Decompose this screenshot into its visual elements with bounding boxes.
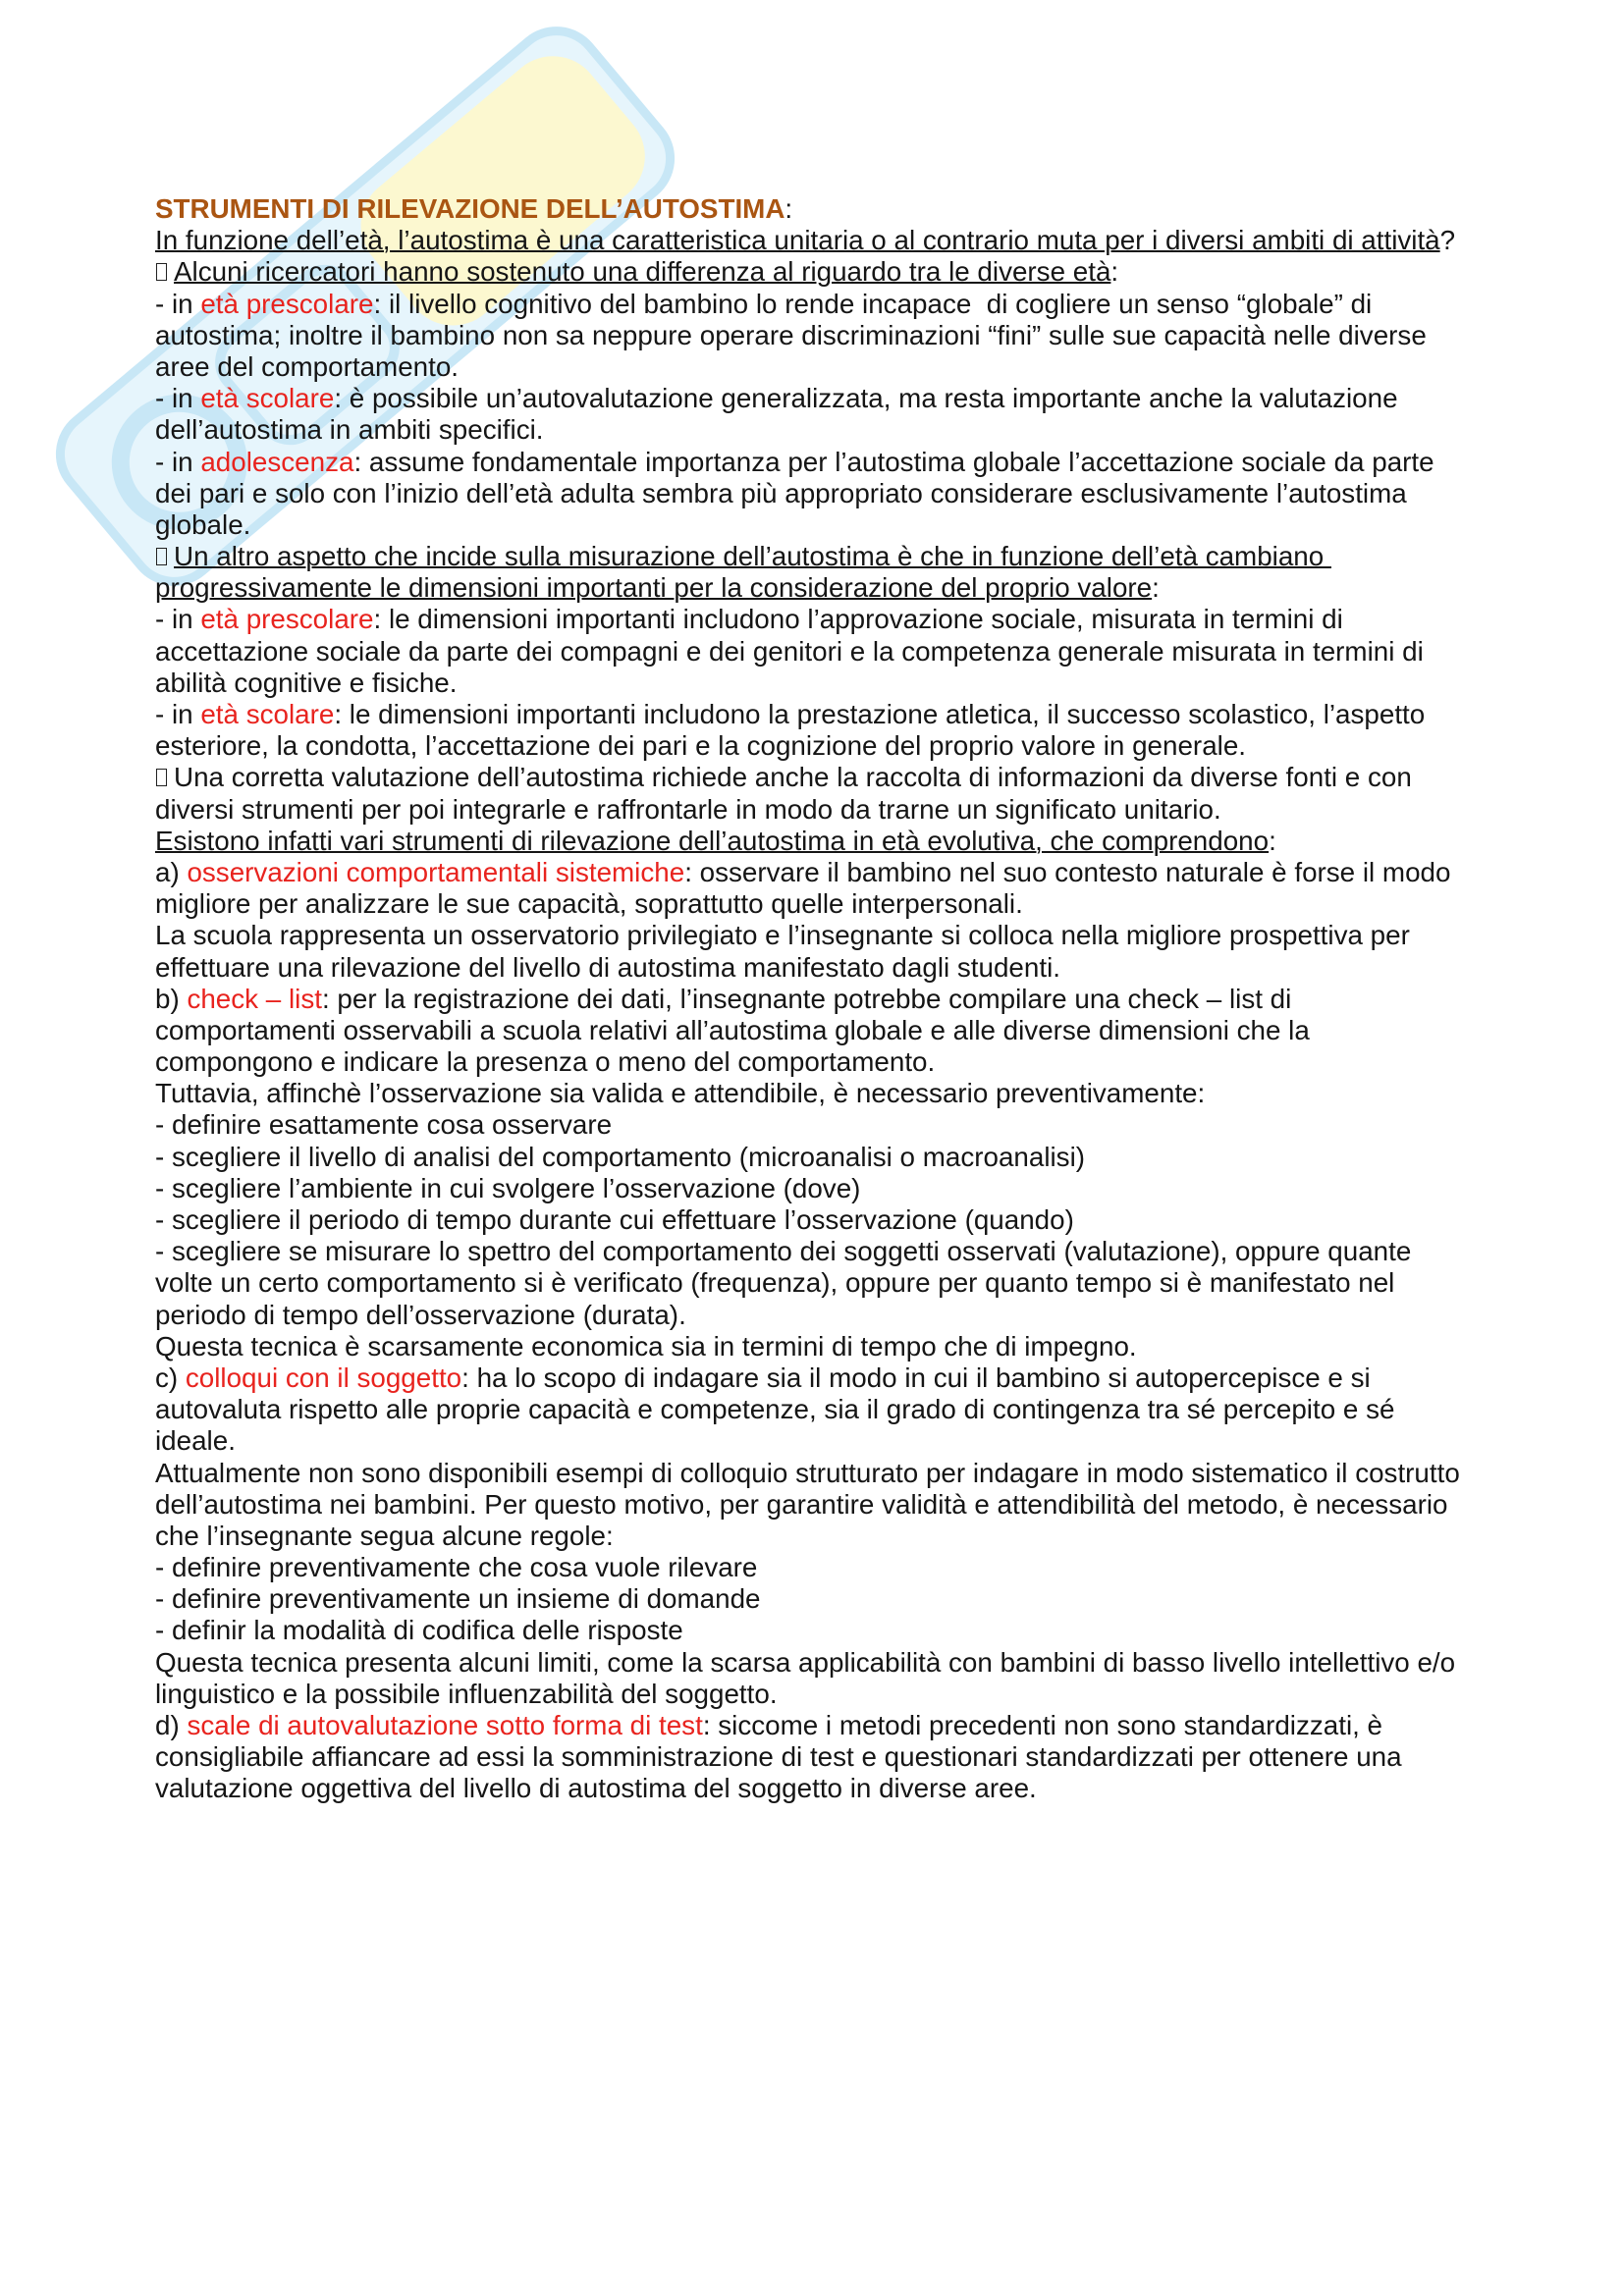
text-line: [155, 1521, 1469, 1552]
text-line: [155, 541, 1469, 572]
bullet-box-icon: [156, 769, 167, 786]
text-line: [155, 1236, 1469, 1267]
text-run: : le dimensioni importanti includono l’approvazione sociale, misurata in termini di: [373, 604, 1343, 635]
paragraph: [155, 1458, 1469, 1553]
underlined-text: Un altro aspetto che incide sulla misurazione dell’autostima è che in funzione dell’età cambiano: [174, 541, 1331, 572]
text-line: [155, 1142, 1469, 1173]
text-run: ideale.: [155, 1425, 236, 1457]
text-run: periodo di tempo dell’osservazione (durata).: [155, 1299, 686, 1330]
paragraph: [155, 857, 1469, 920]
text-run: - in: [155, 288, 201, 319]
text-line: [155, 1267, 1469, 1299]
text-run: - definir la modalità di codifica delle risposte: [155, 1615, 683, 1646]
text-line: [155, 351, 1469, 383]
text-run: Questa tecnica è scarsamente economica sia in termini di tempo che di impegno.: [155, 1330, 1137, 1362]
text-line: [155, 604, 1469, 635]
text-line: [155, 1489, 1469, 1521]
text-line: [155, 1204, 1469, 1236]
text-run: linguistico e la possibile influenzabilità del soggetto.: [155, 1678, 778, 1709]
text-line: [155, 1300, 1469, 1331]
text-run: comportamenti osservabili a scuola relativi all’autostima globale e alle diverse dimensioni che la: [155, 1014, 1310, 1045]
paragraph: [155, 1109, 1469, 1141]
text-line: [155, 1331, 1469, 1362]
paragraph: [155, 1552, 1469, 1583]
text-run: b): [155, 983, 188, 1014]
text-line: [155, 509, 1469, 541]
paragraph: [155, 447, 1469, 542]
highlighted-term: età scolare: [200, 699, 335, 729]
text-run: autostima; inoltre il bambino non sa neppure operare discriminazioni “fini” sulle sue capacità nelle diverse: [155, 319, 1427, 350]
text-line: [155, 636, 1469, 667]
text-run: :: [784, 193, 793, 224]
text-run: d): [155, 1710, 188, 1740]
text-line: [155, 1425, 1469, 1457]
text-line: [155, 888, 1469, 920]
paragraph: [155, 1204, 1469, 1236]
highlighted-term: età prescolare: [200, 288, 374, 319]
text-run: volte un certo comportamento si è verificato (frequenza), oppure per quanto tempo si è manifestato nel: [155, 1267, 1395, 1299]
paragraph: [155, 920, 1469, 983]
text-run: compongono e indicare la presenza o meno del comportamento.: [155, 1046, 936, 1078]
text-line: [155, 730, 1469, 762]
text-run: aree del comportamento.: [155, 350, 460, 382]
paragraph: [155, 984, 1469, 1079]
text-run: - scegliere il periodo di tempo durante cui effettuare l’osservazione (quando): [155, 1204, 1074, 1235]
text-run: - in: [155, 446, 201, 477]
paragraph: [155, 826, 1469, 857]
text-line: [155, 699, 1469, 730]
text-line: [155, 1679, 1469, 1710]
text-run: : ha lo scopo di indagare sia il modo in cui il bambino si autopercepisce e si: [461, 1362, 1371, 1393]
text-run: globale.: [155, 508, 251, 540]
text-run: - in: [155, 699, 201, 729]
text-run: a): [155, 856, 188, 887]
text-line: [155, 667, 1469, 699]
bullet-paragraph: [155, 256, 1469, 288]
underlined-text: progressivamente le dimensioni importanti per la considerazione del proprio valore: [155, 572, 1153, 604]
text-run: - definire esattamente cosa osservare: [155, 1109, 613, 1141]
underlined-text: Esistono infatti vari strumenti di rilevazione dell’autostima in età evolutiva, che comprendono: [155, 825, 1270, 856]
text-run: abilità cognitive e fisiche.: [155, 667, 458, 698]
text-line: [155, 1773, 1469, 1804]
text-line: [155, 414, 1469, 446]
text-run: diversi strumenti per poi integrarle e raffrontarle in modo da trarne un significato unitario.: [155, 793, 1221, 825]
text-run: : per la registrazione dei dati, l’insegnante potrebbe compilare una check – list di: [321, 983, 1292, 1014]
highlighted-term: adolescenza: [200, 446, 354, 477]
text-run: : siccome i metodi precedenti non sono standardizzati, è: [702, 1710, 1383, 1740]
text-line: [155, 1615, 1469, 1646]
bullet-box-icon: [156, 548, 167, 565]
highlighted-term: colloqui con il soggetto: [185, 1362, 462, 1393]
highlighted-term: check – list: [187, 983, 322, 1014]
text-run: - scegliere se misurare lo spettro del comportamento dei soggetti osservati (valutazione), oppure quante: [155, 1236, 1412, 1267]
paragraph: [155, 1078, 1469, 1109]
text-run: c): [155, 1362, 186, 1393]
text-line: [155, 984, 1469, 1015]
text-run: : il livello cognitivo del bambino lo rende incapace di cogliere un senso “globale” di: [373, 288, 1373, 319]
text-run: :: [1152, 572, 1160, 604]
text-run: - in: [155, 604, 201, 635]
text-run: consigliabile affiancare ad essi la somministrazione di test e questionari standardizzati per ottenere una: [155, 1741, 1402, 1773]
text-run: che l’insegnante segua alcune regole:: [155, 1520, 614, 1551]
text-run: :: [1110, 256, 1119, 288]
text-line: [155, 572, 1469, 604]
text-run: esteriore, la condotta, l’accettazione dei pari e la cognizione del proprio valore in generale.: [155, 730, 1247, 762]
text-line: [155, 1710, 1469, 1741]
text-line: [155, 1552, 1469, 1583]
text-line: [155, 1015, 1469, 1046]
text-run: - scegliere l’ambiente in cui svolgere l’osservazione (dove): [155, 1172, 861, 1203]
text-line: [155, 1078, 1469, 1109]
text-line: [155, 1647, 1469, 1679]
underlined-text: In funzione dell’età, l’autostima è una caratteristica unitaria o al contrario muta per i diversi ambiti di attività: [155, 225, 1440, 256]
paragraph: [155, 699, 1469, 762]
text-run: : osservare il bambino nel suo contesto naturale è forse il modo: [684, 856, 1451, 887]
paragraph: [155, 383, 1469, 446]
highlighted-term: osservazioni comportamentali sistemiche: [187, 856, 685, 887]
text-run: accettazione sociale da parte dei compagni e dei genitori e la competenza generale misurata in termini di: [155, 635, 1424, 667]
text-line: [155, 1362, 1469, 1394]
text-line: [155, 826, 1469, 857]
text-run: :: [1269, 825, 1276, 856]
text-line: [155, 1173, 1469, 1204]
text-run: : le dimensioni importanti includono la prestazione atletica, il successo scolastico, l’aspetto: [334, 699, 1426, 729]
text-run: - scegliere il livello di analisi del comportamento (microanalisi o macroanalisi): [155, 1141, 1086, 1172]
paragraph: [155, 1710, 1469, 1805]
paragraph: [155, 1615, 1469, 1646]
text-run: Tuttavia, affinchè l’osservazione sia valida e attendibile, è necessario preventivamente:: [155, 1078, 1206, 1109]
text-line: [155, 1109, 1469, 1141]
document-title: [155, 193, 1469, 225]
bullet-box-icon: [156, 263, 167, 281]
text-line: [155, 383, 1469, 414]
paragraph: [155, 225, 1469, 256]
text-line: [155, 920, 1469, 951]
text-line: [155, 762, 1469, 793]
text-line: [155, 447, 1469, 478]
text-line: [155, 289, 1469, 320]
text-run: Una corretta valutazione dell’autostima richiede anche la raccolta di informazioni da diverse fonti e con: [174, 762, 1412, 793]
text-run: - in: [155, 383, 201, 414]
text-line: [155, 1394, 1469, 1425]
text-line: [155, 320, 1469, 351]
text-run: dell’autostima in ambiti specifici.: [155, 414, 544, 446]
text-line: [155, 1741, 1469, 1773]
text-line: [155, 1046, 1469, 1078]
paragraph: [155, 1236, 1469, 1331]
text-run: effettuare una rilevazione del livello di autostima manifestato dagli studenti.: [155, 951, 1060, 983]
text-line: [155, 225, 1469, 256]
text-run: dell’autostima nei bambini. Per questo motivo, per garantire validità e attendibilità del metodo, è necessario: [155, 1488, 1448, 1520]
text-line: [155, 478, 1469, 509]
text-line: [155, 794, 1469, 826]
text-run: migliore per analizzare le sue capacità, soprattutto quelle interpersonali.: [155, 888, 1023, 920]
text-line: [155, 952, 1469, 984]
text-line: [155, 1583, 1469, 1615]
paragraph: [155, 1331, 1469, 1362]
text-line: [155, 193, 1469, 225]
text-run: : assume fondamentale importanza per l’autostima globale l’accettazione sociale da parte: [353, 446, 1434, 477]
paragraph: [155, 1142, 1469, 1173]
text-run: - definire preventivamente che cosa vuole rilevare: [155, 1552, 758, 1583]
highlighted-term: età scolare: [200, 383, 335, 414]
text-line: [155, 1458, 1469, 1489]
text-run: Attualmente non sono disponibili esempi di colloquio strutturato per indagare in modo sistematico il costrutto: [155, 1457, 1460, 1488]
title-text: STRUMENTI DI RILEVAZIONE DELL’AUTOSTIMA: [155, 193, 785, 224]
highlighted-term: scale di autovalutazione sotto forma di test: [187, 1710, 703, 1740]
document-body: [155, 193, 1469, 1805]
text-run: - definire preventivamente un insieme di domande: [155, 1583, 761, 1615]
highlighted-term: età prescolare: [200, 604, 374, 635]
text-run: Questa tecnica presenta alcuni limiti, come la scarsa applicabilità con bambini di basso livello intellettivo e/o: [155, 1646, 1456, 1678]
bullet-paragraph: [155, 762, 1469, 825]
bullet-paragraph: [155, 541, 1469, 604]
text-run: autovaluta rispetto alle proprie capacità e competenze, sia il grado di contingenza tra sé percepito e sé: [155, 1394, 1395, 1425]
underlined-text: Alcuni ricercatori hanno sostenuto una differenza al riguardo tra le diverse età: [174, 256, 1111, 288]
paragraph: [155, 1362, 1469, 1458]
text-run: ?: [1439, 225, 1456, 256]
text-run: La scuola rappresenta un osservatorio privilegiato e l’insegnante si colloca nella migliore prospettiva per: [155, 920, 1410, 951]
text-line: [155, 256, 1469, 288]
text-run: dei pari e solo con l’inizio dell’età adulta sembra più appropriato considerare esclusivamente l’autostima: [155, 477, 1407, 508]
paragraph: [155, 1173, 1469, 1204]
paragraph: [155, 604, 1469, 699]
paragraph: [155, 1583, 1469, 1615]
paragraph: [155, 289, 1469, 384]
text-run: : è possibile un’autovalutazione generalizzata, ma resta importante anche la valutazione: [334, 383, 1398, 414]
text-line: [155, 857, 1469, 888]
paragraph: [155, 1647, 1469, 1710]
text-run: valutazione oggettiva del livello di autostima del soggetto in diverse aree.: [155, 1773, 1037, 1804]
